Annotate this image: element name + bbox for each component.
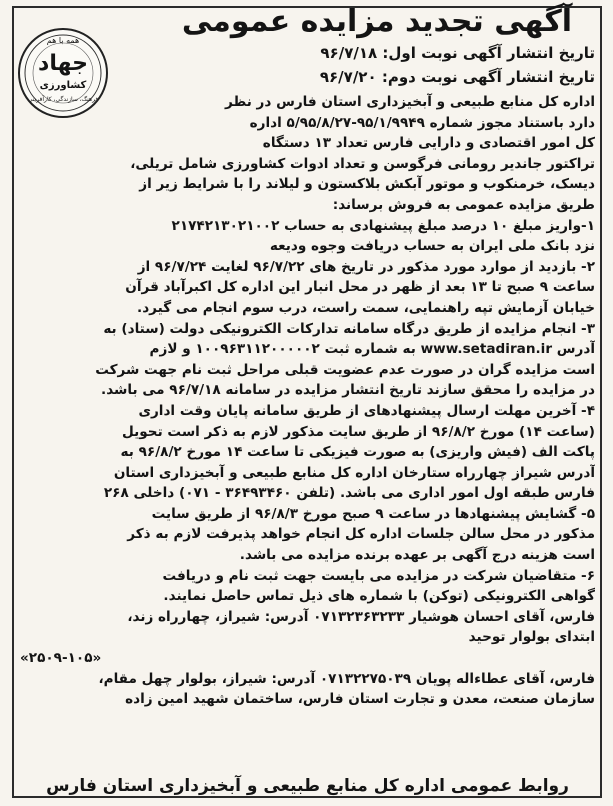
logo-motto: فرهنگ، سازندگی، کارآفرینی (27, 96, 99, 103)
body-line: است هزینه درج آگهی بر عهده برنده مزایده می باشد. (239, 547, 595, 564)
body-line: تراکتور جاندیر رومانی فرگوسن و تعداد ادوات کشاورزی شامل تریلی، (130, 155, 595, 172)
body-line: ۳- انجام مزایده از طریق درگاه سامانه تدارکات الکترونیکی دولت (ستاد) به (103, 320, 595, 337)
body-line: ۱-واریز مبلغ ۱۰ درصد مبلغ پیشنهادی به حساب ۲۱۷۴۲۱۳۰۲۱۰۰۲ (171, 217, 595, 234)
body-line: است مزایده گران در صورت عدم عضویت قبلی مراحل ثبت نام جهت شرکت (95, 361, 595, 378)
notice-title: آگهی تجدید مزایده عمومی (181, 4, 573, 39)
notice-body (20, 92, 595, 710)
body-line: فارس، آقای عطاءاله پویان ۰۷۱۳۲۲۷۵۰۳۹ آدرس: شیراز، بولوار چهل مقام، (98, 670, 595, 687)
body-line: طریق مزایده عمومی به فروش برساند: (332, 196, 595, 213)
first-publish-date: تاریخ انتشار آگهی نوبت اول: ۹۶/۷/۱۸ (320, 44, 595, 62)
second-publish-date: تاریخ انتشار آگهی نوبت دوم: ۹۶/۷/۲۰ (319, 68, 595, 86)
body-line: (ساعت ۱۴) مورخ ۹۶/۸/۲ از طریق سایت مذکور لازم به ذکر است تحویل (122, 423, 595, 440)
ref-code: «۲۵۰۹-۱۰۵» (20, 650, 102, 667)
body-line: فارس، آقای احسان هوشیار ۰۷۱۳۲۳۶۳۲۳۳ آدرس: شیراز، چهارراه زند، (127, 608, 595, 625)
body-line: دارد باستناد مجوز شماره ۹۵/۱/۹۹۴۹-۵/۹۵/۸/۲۷ اداره (249, 114, 595, 131)
body-line: سازمان صنعت، معدن و تجارت استان فارس، ساختمان شهید امین زاده (125, 691, 595, 708)
body-line: ۶- متقاضیان شرکت در مزایده می بایست جهت ثبت نام و دریافت (162, 567, 595, 584)
body-line: آدرس شیراز چهارراه ستارخان اداره کل منابع طبیعی و آبخیزداری استان (113, 464, 595, 481)
body-line: گواهی الکترونیکی (توکن) با شماره های ذیل تماس حاصل نمایند. (163, 588, 595, 605)
body-line: کل امور اقتصادی و دارایی فارس تعداد ۱۳ دستگاه (262, 135, 595, 152)
body-line: آدرس www.setadiran.ir به شماره ثبت ۱۰۰۹۶۳۱۱۲۰۰۰۰۰۲ و لازم (149, 341, 595, 358)
logo-top-text: همه با هم (46, 36, 80, 45)
logo-main-text: جهاد (38, 51, 88, 76)
body-line: پاکت الف (فیش واریزی) به صورت فیزیکی تا ساعت ۱۴ مورخ ۹۶/۸/۲ به (120, 444, 595, 461)
public-relations-signature: روابط عمومی اداره کل منابع طبیعی و آبخیزداری استان فارس (46, 776, 569, 796)
body-line: اداره کل منابع طبیعی و آبخیزداری استان فارس در نظر (225, 94, 595, 110)
body-line: ۴- آخرین مهلت ارسال پیشنهادهای از طریق سامانه پایان وقت اداری (138, 402, 595, 419)
body-line: خیابان آزمایش تپه راهنمایی، سمت راست، درب سوم انجام می گیرد. (137, 299, 595, 316)
body-line: دیسک، خرمنکوب و موتور آبکش بلاکستون و لیلاند را با شرایط زیر از (139, 176, 595, 193)
body-line: نزد بانک ملی ایران به حساب دریافت وجوه ودیعه (269, 238, 595, 255)
body-line: در مزایده را محقق سازند تاریخ انتشار مزایده در سامانه ۹۶/۷/۱۸ می باشد. (101, 382, 595, 399)
body-line: ساعت ۹ صبح تا ۱۳ بعد از ظهر در محل انبار این اداره کل اکبرآباد قرآن (125, 279, 595, 296)
body-line: ۵- گشایش پیشنهادها در ساعت ۹ صبح مورخ ۹۶/۸/۳ از طریق سایت (151, 505, 595, 522)
logo-sub-text: کشاورزی (39, 80, 87, 91)
body-line: مذکور در محل سالن جلسات اداره کل انجام خواهد پذیرفت لازم به ذکر (127, 526, 595, 543)
body-line: فارس طبقه اول امور اداری می باشد. (تلفن ۳۶۴۹۳۴۶۰ - ۰۷۱) داخلی ۲۶۸ (103, 485, 595, 502)
body-line: ۲- بازدید از موارد مورد مذکور در تاریخ های ۹۶/۷/۲۲ لغایت ۹۶/۷/۲۴ از (137, 258, 595, 275)
body-line: ابتدای بولوار توحید (468, 629, 595, 646)
